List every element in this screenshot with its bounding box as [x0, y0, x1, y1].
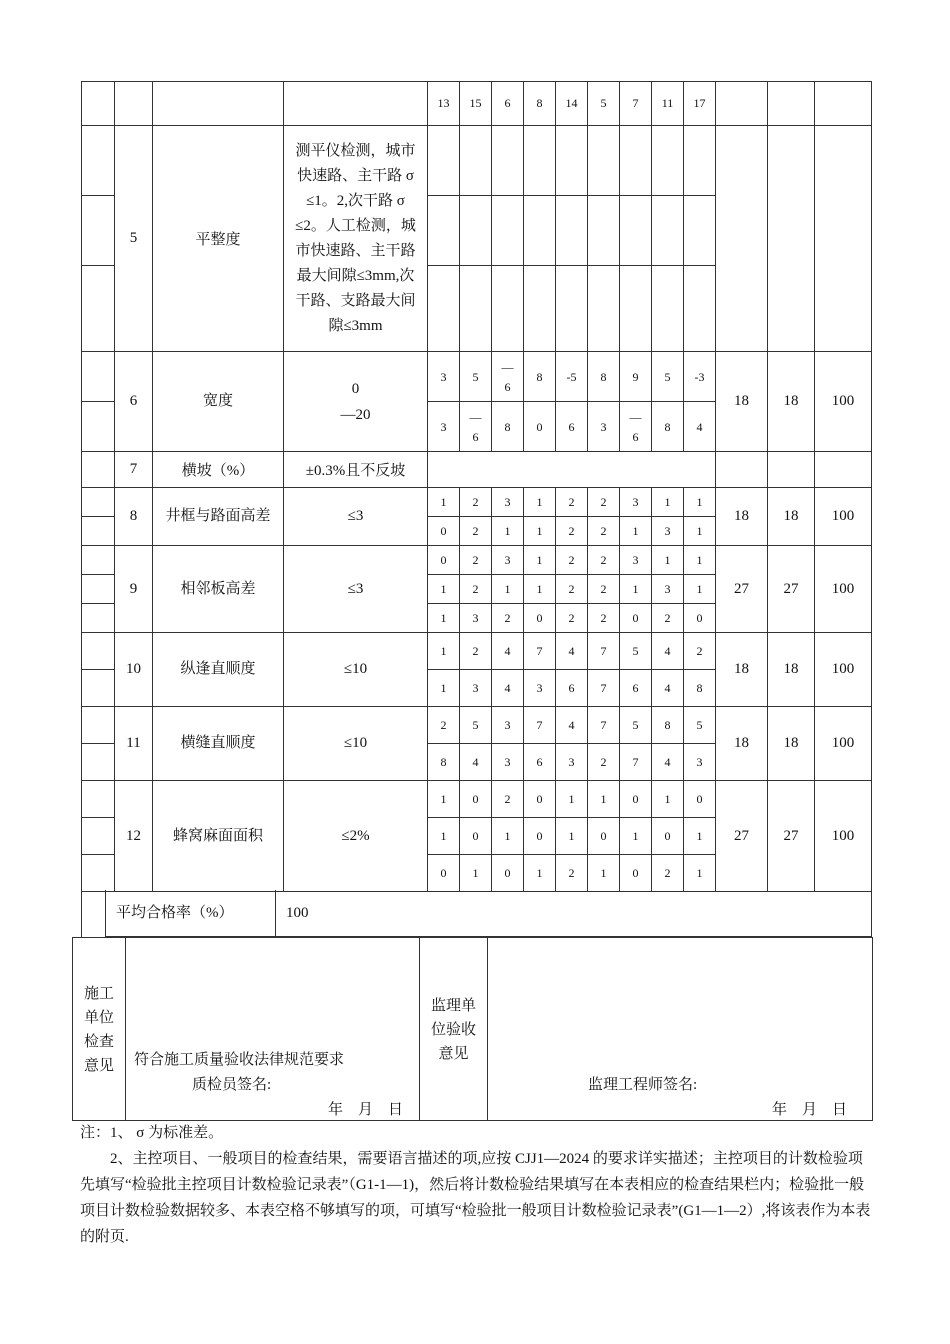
total-count: 18: [716, 352, 768, 452]
data-cell: 2: [556, 855, 588, 892]
header-number: 15: [460, 82, 492, 126]
data-cell: 5: [620, 707, 652, 744]
data-cell: 0: [428, 517, 460, 546]
item-spec: ≤10: [284, 633, 428, 707]
data-cell: 1: [492, 517, 524, 546]
margin-cell: [82, 818, 115, 855]
pass-rate: 100: [815, 633, 872, 707]
data-cell: 2: [652, 604, 684, 633]
data-cell: [428, 196, 460, 266]
data-cell: 1: [524, 488, 556, 517]
note-1: 注：1、 σ 为标准差。: [80, 1125, 224, 1141]
data-cell: [620, 126, 652, 196]
data-cell: 8: [428, 744, 460, 781]
data-cell: 2: [588, 546, 620, 575]
data-cell: — 6: [620, 402, 652, 452]
data-cell: 2: [556, 575, 588, 604]
margin-cell: [82, 604, 115, 633]
blank-cell: [716, 452, 768, 488]
data-cell: 1: [620, 575, 652, 604]
blank-cell: [284, 82, 428, 126]
item-number: 11: [115, 707, 153, 781]
data-cell: 6: [556, 402, 588, 452]
data-cell: — 6: [492, 352, 524, 402]
margin-cell: [82, 855, 115, 892]
data-cell: 1: [684, 517, 716, 546]
supervisor-date: 年 月 日: [772, 1102, 848, 1118]
data-cell: 7: [524, 633, 556, 670]
pass-count: 27: [768, 546, 815, 633]
data-cell: 1: [684, 488, 716, 517]
pass-rate: 100: [815, 781, 872, 892]
data-cell: 3: [556, 744, 588, 781]
data-cell: 0: [620, 604, 652, 633]
average-value: 100: [286, 905, 309, 921]
data-cell: 1: [492, 575, 524, 604]
pass-rate: 100: [815, 546, 872, 633]
data-cell: [524, 266, 556, 352]
contractor-opinion-text: 符合施工质量验收法律规范要求: [134, 1052, 345, 1068]
data-cell: 1: [524, 517, 556, 546]
data-cell: [428, 452, 716, 488]
data-cell: 2: [460, 517, 492, 546]
data-cell: 5: [652, 352, 684, 402]
contractor-date: 年 月 日: [328, 1102, 404, 1118]
data-cell: 0: [492, 855, 524, 892]
data-cell: 3: [620, 546, 652, 575]
data-cell: 5: [460, 352, 492, 402]
blank-cell: [153, 82, 284, 126]
table-row: [82, 781, 872, 818]
contractor-opinion-label: 施工单位检查意见: [83, 986, 114, 1074]
data-cell: 0: [460, 818, 492, 855]
data-cell: [652, 266, 684, 352]
margin-cell: [82, 488, 115, 517]
data-cell: 1: [652, 546, 684, 575]
data-cell: 1: [428, 818, 460, 855]
pass-rate: 100: [815, 707, 872, 781]
pass-rate: 100: [815, 352, 872, 452]
data-cell: 3: [428, 352, 460, 402]
item-name: 井框与路面高差: [153, 488, 284, 546]
data-cell: 3: [460, 604, 492, 633]
data-cell: 5: [620, 633, 652, 670]
data-cell: 4: [492, 633, 524, 670]
data-cell: 1: [588, 781, 620, 818]
data-cell: 5: [684, 707, 716, 744]
header-number: 5: [588, 82, 620, 126]
data-cell: 1: [460, 855, 492, 892]
data-cell: 2: [588, 488, 620, 517]
data-cell: 3: [652, 575, 684, 604]
data-cell: 2: [492, 604, 524, 633]
data-cell: [652, 196, 684, 266]
data-cell: 7: [620, 744, 652, 781]
data-cell: 1: [684, 818, 716, 855]
data-cell: 2: [460, 488, 492, 517]
average-pass-rate-row: [105, 890, 872, 937]
data-cell: 3: [620, 488, 652, 517]
data-cell: 3: [492, 546, 524, 575]
item-name: 平整度: [153, 126, 284, 352]
margin-cell: [82, 517, 115, 546]
data-cell: [460, 126, 492, 196]
data-cell: 5: [460, 707, 492, 744]
data-cell: [588, 266, 620, 352]
data-cell: 0: [524, 402, 556, 452]
item-number: 10: [115, 633, 153, 707]
pass-count: 18: [768, 633, 815, 707]
data-cell: -5: [556, 352, 588, 402]
table-row: [82, 352, 872, 402]
margin-cell: [82, 744, 115, 781]
data-cell: 0: [460, 781, 492, 818]
header-number: 6: [492, 82, 524, 126]
data-cell: 2: [556, 546, 588, 575]
data-cell: 3: [684, 744, 716, 781]
data-cell: 1: [428, 633, 460, 670]
data-cell: 3: [652, 517, 684, 546]
data-cell: [492, 266, 524, 352]
data-cell: 0: [684, 781, 716, 818]
pass-rate: 100: [815, 488, 872, 546]
blank-cell: [82, 82, 115, 126]
item-spec: ≤3: [284, 488, 428, 546]
average-row-margin: [81, 890, 105, 937]
item-spec: ≤2%: [284, 781, 428, 892]
data-cell: [588, 126, 620, 196]
data-cell: 0: [428, 855, 460, 892]
blank-cell: [115, 82, 153, 126]
data-cell: 1: [652, 781, 684, 818]
item-spec: ≤3: [284, 546, 428, 633]
margin-cell: [82, 266, 115, 352]
total-count: 18: [716, 707, 768, 781]
notes: [80, 1120, 875, 1250]
data-cell: 1: [428, 575, 460, 604]
data-cell: 0: [684, 604, 716, 633]
data-cell: 6: [620, 670, 652, 707]
data-cell: -3: [684, 352, 716, 402]
data-cell: 3: [524, 670, 556, 707]
data-cell: 7: [588, 633, 620, 670]
blank-cell: [815, 452, 872, 488]
data-cell: [556, 266, 588, 352]
average-label: 平均合格率（%）: [106, 890, 276, 936]
margin-cell: [82, 707, 115, 744]
data-cell: 8: [588, 352, 620, 402]
data-cell: 7: [588, 670, 620, 707]
margin-cell: [82, 670, 115, 707]
data-cell: 1: [524, 546, 556, 575]
header-number: 17: [684, 82, 716, 126]
data-cell: 3: [588, 402, 620, 452]
blank-cell: [716, 82, 768, 126]
data-cell: 2: [428, 707, 460, 744]
margin-cell: [82, 781, 115, 818]
data-cell: 1: [652, 488, 684, 517]
data-cell: 2: [492, 781, 524, 818]
data-cell: 8: [492, 402, 524, 452]
data-cell: 1: [556, 781, 588, 818]
data-cell: 2: [460, 575, 492, 604]
data-cell: [588, 196, 620, 266]
item-name: 蜂窝麻面面积: [153, 781, 284, 892]
summary-cell: [815, 126, 872, 352]
data-cell: 0: [620, 855, 652, 892]
data-cell: 1: [684, 575, 716, 604]
item-name: 横缝直顺度: [153, 707, 284, 781]
data-cell: 1: [428, 488, 460, 517]
pass-count: 27: [768, 781, 815, 892]
data-cell: 1: [428, 604, 460, 633]
data-cell: 8: [684, 670, 716, 707]
data-cell: [492, 126, 524, 196]
summary-cell: [716, 126, 768, 352]
data-cell: 7: [588, 707, 620, 744]
data-cell: 6: [556, 670, 588, 707]
data-cell: [428, 126, 460, 196]
header-number: 11: [652, 82, 684, 126]
margin-cell: [82, 633, 115, 670]
item-number: 7: [115, 452, 153, 488]
data-cell: 0: [524, 781, 556, 818]
data-cell: 3: [428, 402, 460, 452]
data-cell: 2: [652, 855, 684, 892]
margin-cell: [82, 546, 115, 575]
header-number: 7: [620, 82, 652, 126]
item-spec: [284, 352, 428, 452]
pass-count: 18: [768, 488, 815, 546]
data-cell: [652, 126, 684, 196]
data-cell: 1: [524, 855, 556, 892]
data-cell: 1: [428, 670, 460, 707]
item-spec: 测平仪检测，城市快速路、主干路 σ ≤1。2,次干路 σ ≤2。人工检测，城市快速路、主干路最大间隙≤3mm,次干路、支路最大间隙≤3mm: [284, 126, 428, 352]
data-cell: [620, 196, 652, 266]
data-cell: 0: [428, 546, 460, 575]
blank-cell: [815, 82, 872, 126]
item-spec: ≤10: [284, 707, 428, 781]
data-cell: 0: [620, 781, 652, 818]
item-name: 纵逢直顺度: [153, 633, 284, 707]
margin-cell: [82, 452, 115, 488]
data-cell: 0: [524, 604, 556, 633]
data-cell: 2: [556, 604, 588, 633]
data-cell: 8: [524, 352, 556, 402]
data-cell: 1: [428, 781, 460, 818]
data-cell: 2: [684, 633, 716, 670]
item-spec: ±0.3%且不反坡: [284, 452, 428, 488]
total-count: 18: [716, 488, 768, 546]
data-cell: [460, 266, 492, 352]
signoff-table: [72, 937, 873, 1121]
total-count: 27: [716, 546, 768, 633]
data-cell: 2: [460, 633, 492, 670]
data-cell: — 6: [460, 402, 492, 452]
data-cell: 2: [556, 517, 588, 546]
item-number: 6: [115, 352, 153, 452]
data-cell: 3: [460, 670, 492, 707]
data-cell: 0: [524, 818, 556, 855]
data-cell: 2: [460, 546, 492, 575]
data-cell: 6: [524, 744, 556, 781]
data-cell: 8: [652, 402, 684, 452]
data-cell: [428, 266, 460, 352]
data-cell: [684, 266, 716, 352]
supervisor-signature-label: 监理工程师签名:: [588, 1077, 698, 1093]
table-row: [82, 82, 872, 126]
blank-cell: [768, 82, 815, 126]
pass-count: 18: [768, 352, 815, 452]
pass-count: 18: [768, 707, 815, 781]
header-number: 8: [524, 82, 556, 126]
spec-line: 0: [351, 380, 360, 397]
header-number: 13: [428, 82, 460, 126]
item-number: 12: [115, 781, 153, 892]
data-cell: 2: [588, 744, 620, 781]
data-cell: [684, 196, 716, 266]
data-cell: [524, 126, 556, 196]
total-count: 18: [716, 633, 768, 707]
data-cell: 1: [556, 818, 588, 855]
data-cell: [556, 196, 588, 266]
data-cell: 4: [556, 707, 588, 744]
table-row: [82, 633, 872, 670]
data-cell: 4: [652, 670, 684, 707]
data-cell: [556, 126, 588, 196]
margin-cell: [82, 126, 115, 196]
data-cell: 3: [492, 744, 524, 781]
data-cell: 2: [588, 604, 620, 633]
data-cell: 4: [652, 744, 684, 781]
inspection-table: [81, 81, 872, 892]
item-number: 9: [115, 546, 153, 633]
data-cell: 1: [684, 546, 716, 575]
data-cell: 8: [652, 707, 684, 744]
data-cell: [524, 196, 556, 266]
data-cell: 1: [684, 855, 716, 892]
item-name: 宽度: [153, 352, 284, 452]
data-cell: 2: [588, 575, 620, 604]
table-row: [82, 707, 872, 744]
total-count: 27: [716, 781, 768, 892]
margin-cell: [82, 196, 115, 266]
data-cell: 0: [652, 818, 684, 855]
data-cell: [620, 266, 652, 352]
data-cell: 7: [524, 707, 556, 744]
data-cell: 3: [492, 488, 524, 517]
supervisor-opinion-label: 监理单位验收意见: [430, 998, 476, 1062]
data-cell: 0: [588, 818, 620, 855]
data-cell: 9: [620, 352, 652, 402]
spec-line: —20: [340, 406, 371, 423]
item-number: 5: [115, 126, 153, 352]
data-cell: [460, 196, 492, 266]
inspector-signature-label: 质检员签名:: [192, 1077, 272, 1093]
margin-cell: [82, 402, 115, 452]
data-cell: 1: [620, 818, 652, 855]
data-cell: 4: [460, 744, 492, 781]
data-cell: 1: [588, 855, 620, 892]
table-row: [82, 488, 872, 517]
table-row: [82, 452, 872, 488]
data-cell: 1: [620, 517, 652, 546]
data-cell: [492, 196, 524, 266]
header-number: 14: [556, 82, 588, 126]
margin-cell: [82, 575, 115, 604]
data-cell: 1: [524, 575, 556, 604]
summary-cell: [768, 126, 815, 352]
margin-cell: [82, 352, 115, 402]
data-cell: [684, 126, 716, 196]
data-cell: 2: [556, 488, 588, 517]
item-number: 8: [115, 488, 153, 546]
data-cell: 4: [652, 633, 684, 670]
blank-cell: [768, 452, 815, 488]
table-row: [82, 546, 872, 575]
table-row: [82, 126, 872, 196]
item-name: 相邻板高差: [153, 546, 284, 633]
data-cell: 4: [492, 670, 524, 707]
data-cell: 4: [684, 402, 716, 452]
item-name: 横坡（%）: [153, 452, 284, 488]
data-cell: 3: [492, 707, 524, 744]
data-cell: 4: [556, 633, 588, 670]
data-cell: 1: [492, 818, 524, 855]
note-2: 2、主控项目、一般项目的检查结果，需要语言描述的项,应按 CJJ1—2024 的要求详实描述；主控项目的计数检验项先填写“检验批主控项目计数检验记录表”（G1-1—1)，然后将计数检验结果填写在本表相应的检查结果栏内；检验批一般项目计数检验数据较多、本表空格不够填写的项，可填写“检验批一般项目计数检验记录表”(G1—1—2）,将该表作为本表的附页.: [80, 1151, 871, 1245]
data-cell: 2: [588, 517, 620, 546]
